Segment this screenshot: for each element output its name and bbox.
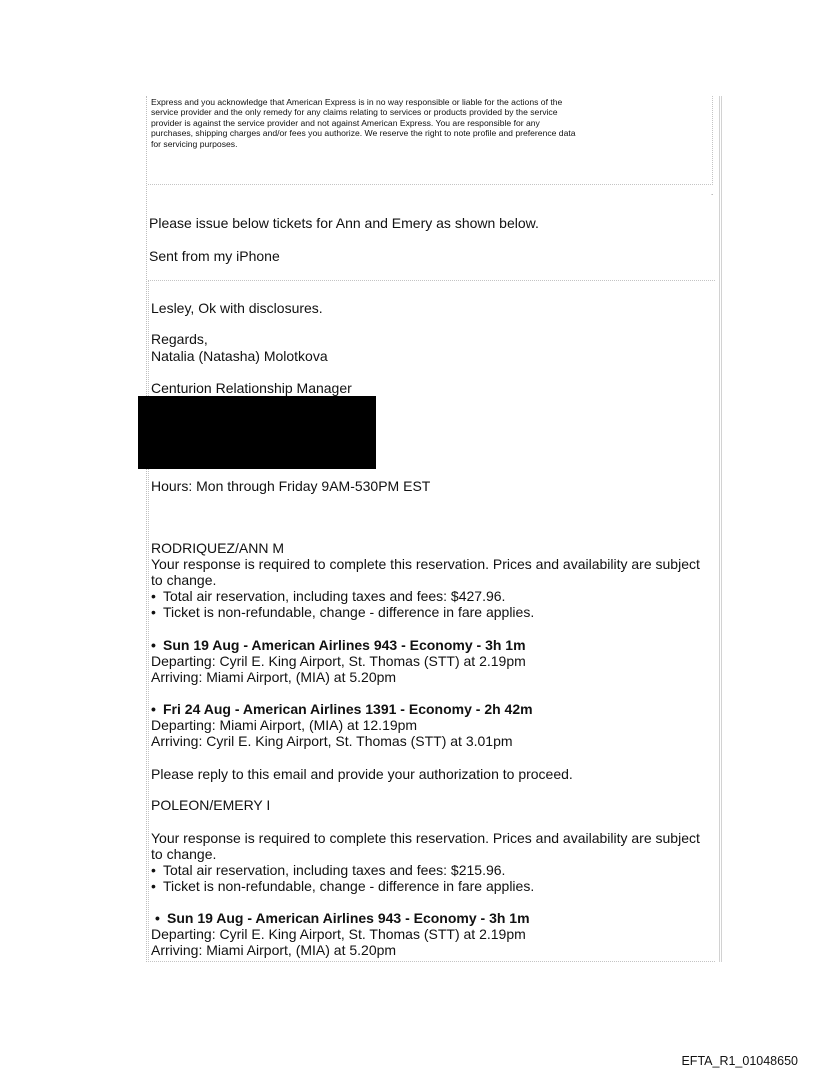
passenger2-intro: Your response is required to complete this reservation. Prices and availability are subject: [151, 830, 700, 846]
passenger1-flight2-header: [151, 701, 533, 718]
bullet-text: Total air reservation, including taxes and fees: $215.96.: [163, 862, 506, 878]
disclaimer-line: for servicing purposes.: [151, 138, 238, 149]
authorization-request: Please reply to this email and provide your authorization to proceed.: [151, 766, 573, 782]
passenger1-flight2-depart: Departing: Miami Airport, (MIA) at 12.19pm: [151, 717, 418, 733]
passenger1-flight1-depart: Departing: Cyril E. King Airport, St. Thomas (STT) at 2.19pm: [151, 653, 526, 669]
passenger2-bullet-refund: [151, 878, 534, 895]
disclaimer-line: provider is against the service provider and not against American Express. You are responsible for any: [151, 117, 540, 128]
passenger2-name: POLEON/EMERY I: [151, 797, 271, 813]
iphone-signature: Sent from my iPhone: [149, 248, 280, 264]
flight-header-text: Sun 19 Aug - American Airlines 943 - Economy - 3h 1m: [163, 637, 526, 653]
passenger2-bullet-total: [151, 862, 505, 879]
reply-sender-title: Centurion Relationship Manager: [151, 380, 352, 396]
bullet-icon: •: [151, 878, 156, 894]
bullet-icon: •: [151, 862, 156, 878]
passenger1-name: RODRIQUEZ/ANN M: [151, 540, 284, 556]
bullet-icon: •: [151, 588, 156, 604]
bullet-icon: •: [151, 701, 156, 717]
reply-regards: Regards,: [151, 331, 208, 347]
passenger1-intro: Your response is required to complete this reservation. Prices and availability are subject: [151, 556, 700, 572]
bullet-text: Ticket is non-refundable, change - difference in fare applies.: [163, 878, 535, 894]
stray-mark: .: [711, 188, 714, 197]
reply-sender-name: Natalia (Natasha) Molotkova: [151, 348, 328, 364]
reply-hours: Hours: Mon through Friday 9AM-530PM EST: [151, 478, 431, 494]
bullet-icon: •: [155, 910, 160, 926]
passenger1-flight2-arrive: Arriving: Cyril E. King Airport, St. Thomas (STT) at 3.01pm: [151, 733, 513, 749]
bullet-text: Ticket is non-refundable, change - difference in fare applies.: [163, 604, 535, 620]
bullet-text: Total air reservation, including taxes and fees: $427.96.: [163, 588, 506, 604]
flight-header-text: Sun 19 Aug - American Airlines 943 - Economy - 3h 1m: [167, 910, 530, 926]
passenger2-flight1-arrive: Arriving: Miami Airport, (MIA) at 5.20pm: [151, 942, 397, 958]
redaction-block: [138, 396, 376, 469]
disclaimer-line: service provider and the only remedy for any claims relating to services or products provided by the service: [151, 107, 558, 118]
disclaimer-line: purchases, shipping charges and/or fees you authorize. We reserve the right to note profile and preference data: [151, 128, 576, 139]
reply-greeting: Lesley, Ok with disclosures.: [151, 300, 323, 316]
passenger1-flight1-header: [151, 637, 526, 654]
passenger2-flight1-depart: Departing: Cyril E. King Airport, St. Thomas (STT) at 2.19pm: [151, 926, 526, 942]
passenger1-bullet-refund: [151, 604, 534, 621]
passenger1-bullet-total: [151, 588, 505, 605]
passenger2-flight1-header: [155, 910, 530, 927]
disclaimer-text: [151, 97, 651, 149]
passenger1-intro-cont: to change.: [151, 572, 217, 588]
document-id: EFTA_R1_01048650: [681, 1054, 798, 1068]
passenger2-intro-cont: to change.: [151, 846, 217, 862]
flight-header-text: Fri 24 Aug - American Airlines 1391 - Economy - 2h 42m: [163, 701, 533, 717]
bullet-icon: •: [151, 604, 156, 620]
bullet-icon: •: [151, 637, 156, 653]
request-line: Please issue below tickets for Ann and Emery as shown below.: [149, 215, 539, 231]
passenger1-flight1-arrive: Arriving: Miami Airport, (MIA) at 5.20pm: [151, 669, 397, 685]
disclaimer-line: Express and you acknowledge that American Express is in no way responsible or liable for the actions of the: [151, 97, 563, 107]
